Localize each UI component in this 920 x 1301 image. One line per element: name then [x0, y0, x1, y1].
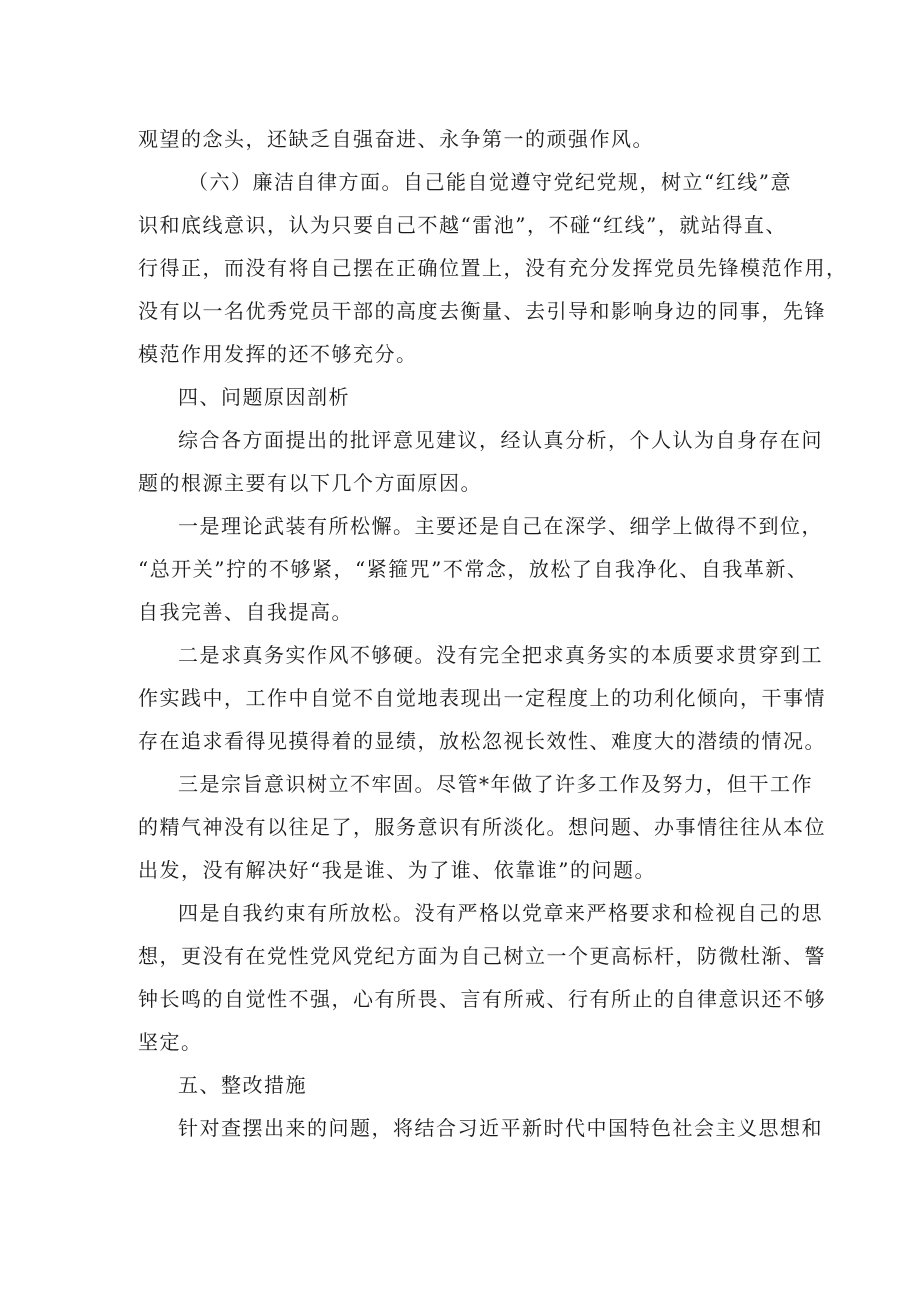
text-line: 题的根源主要有以下几个方面原因。	[138, 471, 482, 495]
section-heading: 五、整改措施	[178, 1073, 307, 1097]
text-line: 坚定。	[138, 1030, 203, 1054]
text-line: 没有以一名优秀党员干部的高度去衡量、去引导和影响身边的同事，先锋	[138, 299, 826, 323]
text-line: 存在追求看得见摸得着的显绩，放松忽视长效性、难度大的潜绩的情况。	[138, 729, 826, 753]
text-line: 钟长鸣的自觉性不强，心有所畏、言有所戒、行有所止的自律意识还不够	[138, 987, 826, 1011]
text-line: 综合各方面提出的批评意见建议，经认真分析，个人认为自身存在问	[178, 428, 823, 452]
text-line: 的精气神没有以往足了，服务意识有所淡化。想问题、办事情往往从本位	[138, 815, 826, 839]
text-line: “总开关”拧的不够紧，“紧箍咒”不常念，放松了自我净化、自我革新、	[138, 557, 809, 581]
text-line: 观望的念头，还缺乏自强奋进、永争第一的顽强作风。	[138, 127, 654, 151]
text-line: （六）廉洁自律方面。自己能自觉遵守党纪党规，树立“红线”意	[188, 170, 792, 194]
text-line: 想，更没有在党性党风党纪方面为自己树立一个更高标杆，防微杜渐、警	[138, 944, 826, 968]
text-line: 行得正，而没有将自己摆在正确位置上，没有充分发挥党员先锋模范作用，	[138, 256, 848, 280]
text-line: 一是理论武装有所松懈。主要还是自己在深学、细学上做得不到位，	[178, 514, 823, 538]
text-line: 自我完善、自我提高。	[138, 600, 353, 624]
text-line: 针对查摆出来的问题，将结合习近平新时代中国特色社会主义思想和	[178, 1116, 823, 1140]
text-line: 作实践中，工作中自觉不自觉地表现出一定程度上的功利化倾向，干事情	[138, 686, 826, 710]
section-heading: 四、问题原因剖析	[178, 385, 350, 409]
text-line: 出发，没有解决好“我是谁、为了谁、依靠谁”的问题。	[138, 858, 656, 882]
text-line: 识和底线意识，认为只要自己不越“雷池”，不碰“红线”，就站得直、	[138, 213, 787, 237]
text-line: 模范作用发挥的还不够充分。	[138, 342, 418, 366]
text-line: 四是自我约束有所放松。没有严格以党章来严格要求和检视自己的思	[178, 901, 823, 925]
text-line: 三是宗旨意识树立不牢固。尽管*年做了许多工作及努力，但干工作	[178, 772, 813, 796]
text-line: 二是求真务实作风不够硬。没有完全把求真务实的本质要求贯穿到工	[178, 643, 823, 667]
